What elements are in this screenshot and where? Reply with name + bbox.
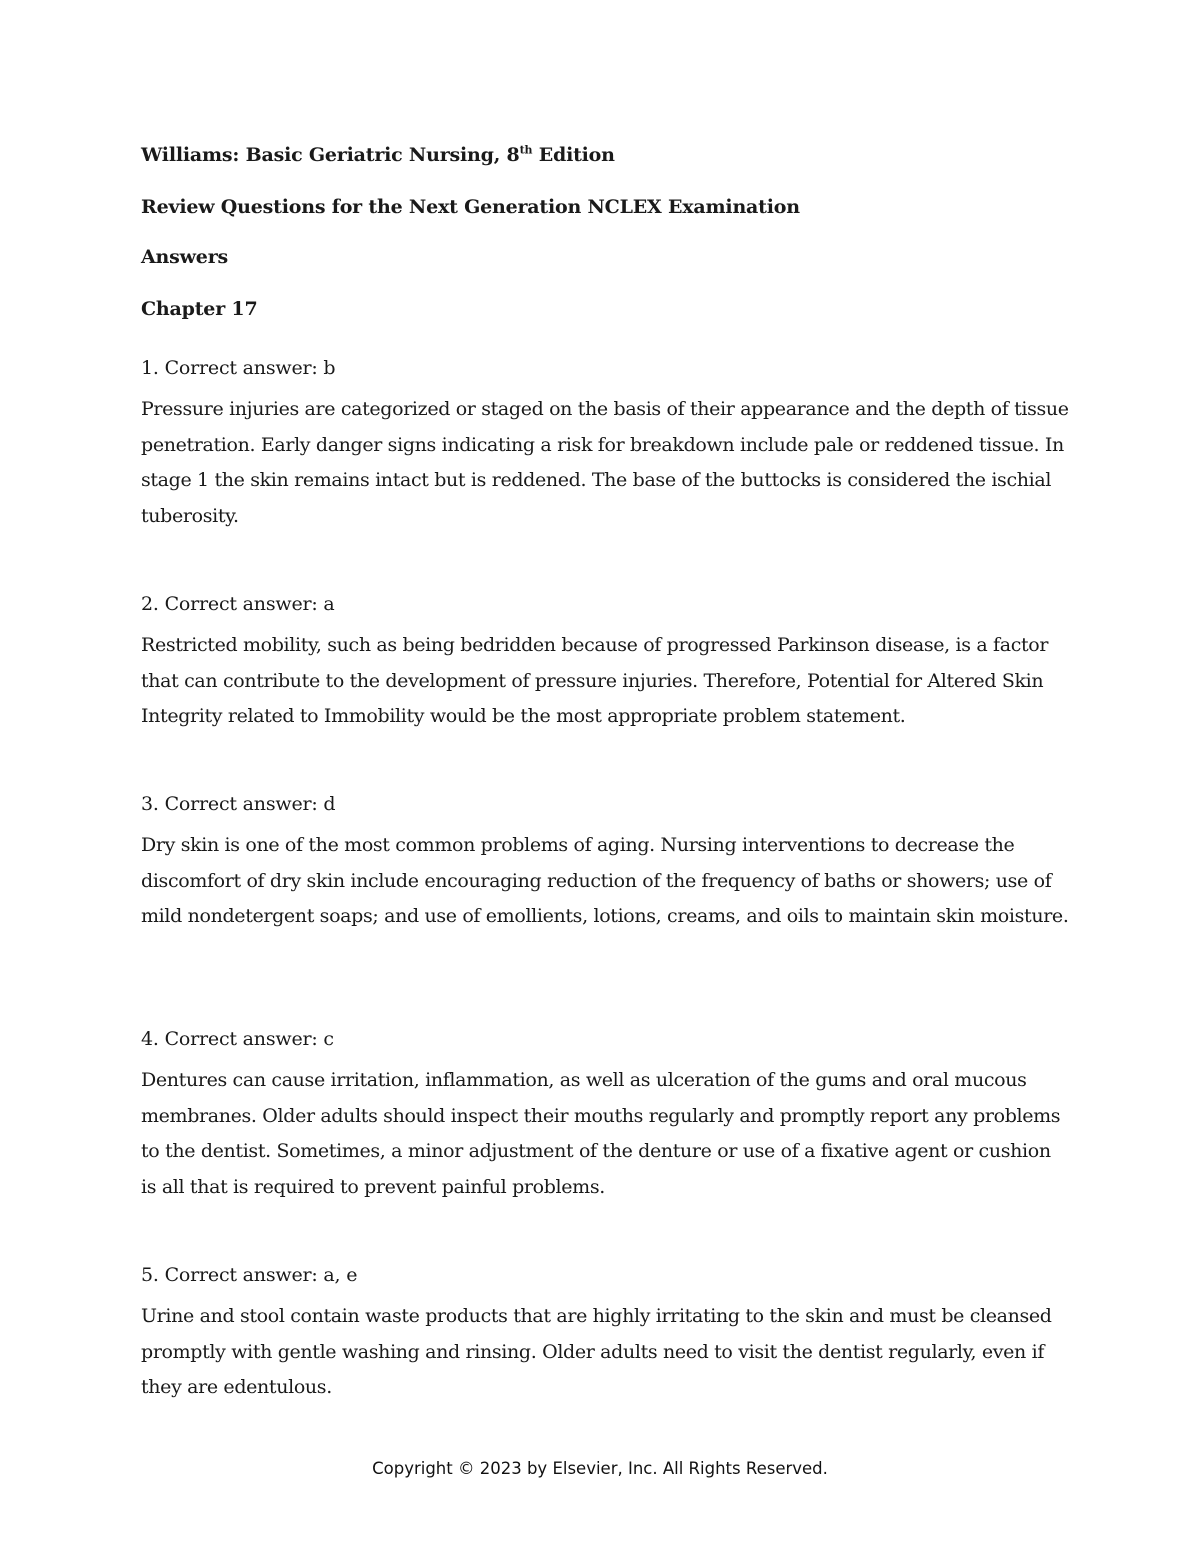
- answer-rationale: Dry skin is one of the most common problems of aging. Nursing interventions to decrease the discomfort of dry skin include encouraging reduction of the frequency of baths or showers; use of mild nondetergent soaps; and use of emollients, lotions, creams, and oils to maintain skin moisture.: [141, 834, 1069, 927]
- review-subtitle: Review Questions for the Next Generation NCLEX Examination: [141, 196, 800, 218]
- book-title-edition: Edition: [532, 144, 615, 166]
- answer-item-2: [141, 592, 1071, 735]
- answer-label: 5. Correct answer: a, e: [141, 1264, 358, 1286]
- answer-item-1: [141, 356, 1071, 534]
- answer-rationale: Dentures can cause irritation, inflammation, as well as ulceration of the gums and oral mucous membranes. Older adults should inspect their mouths regularly and promptly report any problems to the dentist. Sometimes, a minor adjustment of the denture or use of a fixative agent or cushion is all that is required to prevent painful problems.: [141, 1069, 1061, 1198]
- answer-label: 3. Correct answer: d: [141, 793, 336, 815]
- answer-item-5: [141, 1263, 1071, 1406]
- answer-label: 1. Correct answer: b: [141, 357, 336, 379]
- answer-item-4: [141, 1027, 1071, 1205]
- copyright-footer: Copyright © 2023 by Elsevier, Inc. All Rights Reserved.: [372, 1459, 828, 1478]
- chapter-heading: Chapter 17: [141, 298, 258, 320]
- section-heading: Answers: [141, 246, 229, 268]
- edition-superscript: th: [519, 143, 533, 157]
- book-title-text: Williams: Basic Geriatric Nursing, 8: [141, 144, 520, 166]
- answer-rationale: Pressure injuries are categorized or staged on the basis of their appearance and the depth of tissue penetration. Early danger signs indicating a risk for breakdown include pale or reddened tissue. In stage 1 the skin remains intact but is reddened. The base of the buttocks is considered the ischial tuberosity.: [141, 398, 1069, 527]
- book-title: [141, 144, 615, 166]
- answer-label: 2. Correct answer: a: [141, 593, 335, 615]
- answer-item-3: [141, 792, 1071, 935]
- answer-rationale: Urine and stool contain waste products that are highly irritating to the skin and must be cleansed promptly with gentle washing and rinsing. Older adults need to visit the dentist regularly, even if they are edentulous.: [141, 1305, 1052, 1398]
- answer-rationale: Restricted mobility, such as being bedridden because of progressed Parkinson disease, is a factor that can contribute to the development of pressure injuries. Therefore, Potential for Altered Skin Integrity related to Immobility would be the most appropriate problem statement.: [141, 634, 1049, 727]
- answer-label: 4. Correct answer: c: [141, 1028, 334, 1050]
